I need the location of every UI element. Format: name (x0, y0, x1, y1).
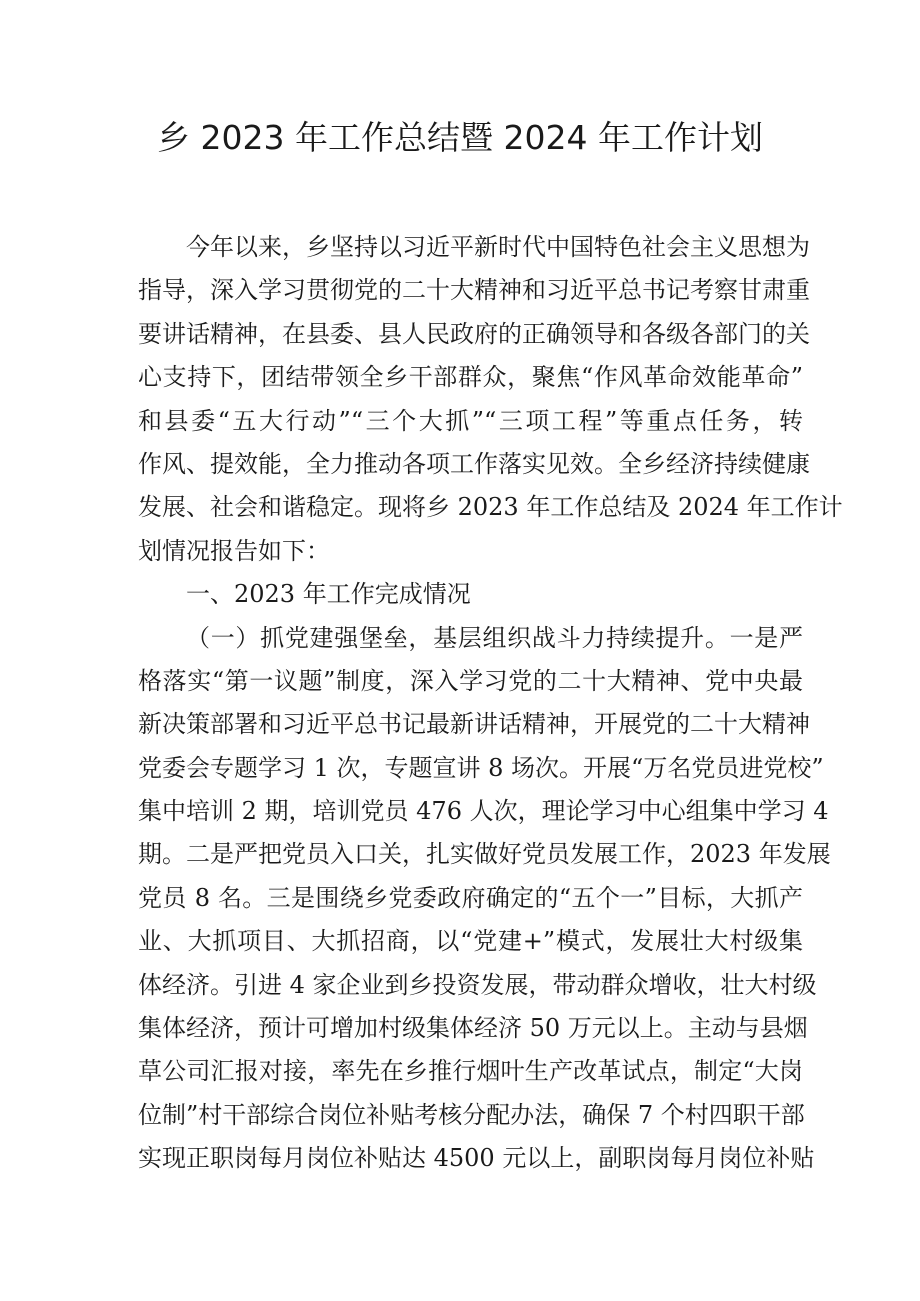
body-line: 作风、提效能，全力推动各项工作落实见效。全乡经济持续健康 (138, 449, 810, 478)
body-line: 期。二是严把党员入口关，扎实做好党员发展工作，2023 年发展 (138, 840, 831, 869)
body-line: 位制”村干部综合岗位补贴考核分配办法，确保 7 个村四职干部 (138, 1100, 805, 1129)
body-line: 党委会专题学习 1 次，专题宣讲 8 场次。开展“万名党员进党校” (138, 753, 824, 782)
body-line: 业、大抓项目、大抓招商，以“党建+”模式，发展壮大村级集 (138, 927, 803, 956)
body-line: 发展、社会和谐稳定。现将乡 2023 年工作总结及 2024 年工作计 (138, 493, 843, 522)
body-line: 新决策部署和习近平总书记最新讲话精神，开展党的二十大精神 (138, 710, 810, 739)
body-line: 和县委“五大行动”“三个大抓”“三项工程”等重点任务，转 (138, 406, 803, 435)
body-line: 心支持下，团结带领全乡干部群众，聚焦“作风革命效能革命” (138, 363, 803, 392)
body-line: 党员 8 名。三是围绕乡党委政府确定的“五个一”目标，大抓产 (138, 883, 803, 912)
body-line: 集中培训 2 期，培训党员 476 人次，理论学习中心组集中学习 4 (138, 797, 829, 826)
body-line: 格落实“第一议题”制度，深入学习党的二十大精神、党中央最 (138, 666, 803, 695)
document-title: 乡 2023 年工作总结暨 2024 年工作计划 (157, 118, 763, 157)
body-line: 草公司汇报对接，率先在乡推行烟叶生产改革试点，制定“大岗 (138, 1057, 803, 1086)
body-line: 集体经济，预计可增加村级集体经济 50 万元以上。主动与县烟 (138, 1014, 808, 1043)
body-line: 体经济。引进 4 家企业到乡投资发展，带动群众增收，壮大村级 (138, 970, 817, 999)
body-line: 划情况报告如下： (138, 536, 330, 565)
body-line: 指导，深入学习贯彻党的二十大精神和习近平总书记考察甘肃重 (138, 276, 810, 305)
body-line: 要讲话精神，在县委、县人民政府的正确领导和各级各部门的关 (138, 319, 810, 348)
section-heading: 一、2023 年工作完成情况 (186, 580, 471, 609)
subsection-line: （一）抓党建强堡垒，基层组织战斗力持续提升。一是严 (186, 623, 803, 652)
document-body (138, 226, 843, 1181)
body-line: 今年以来，乡坚持以习近平新时代中国特色社会主义思想为 (186, 233, 810, 261)
body-line: 实现正职岗每月岗位补贴达 4500 元以上，副职岗每月岗位补贴 (138, 1144, 815, 1173)
